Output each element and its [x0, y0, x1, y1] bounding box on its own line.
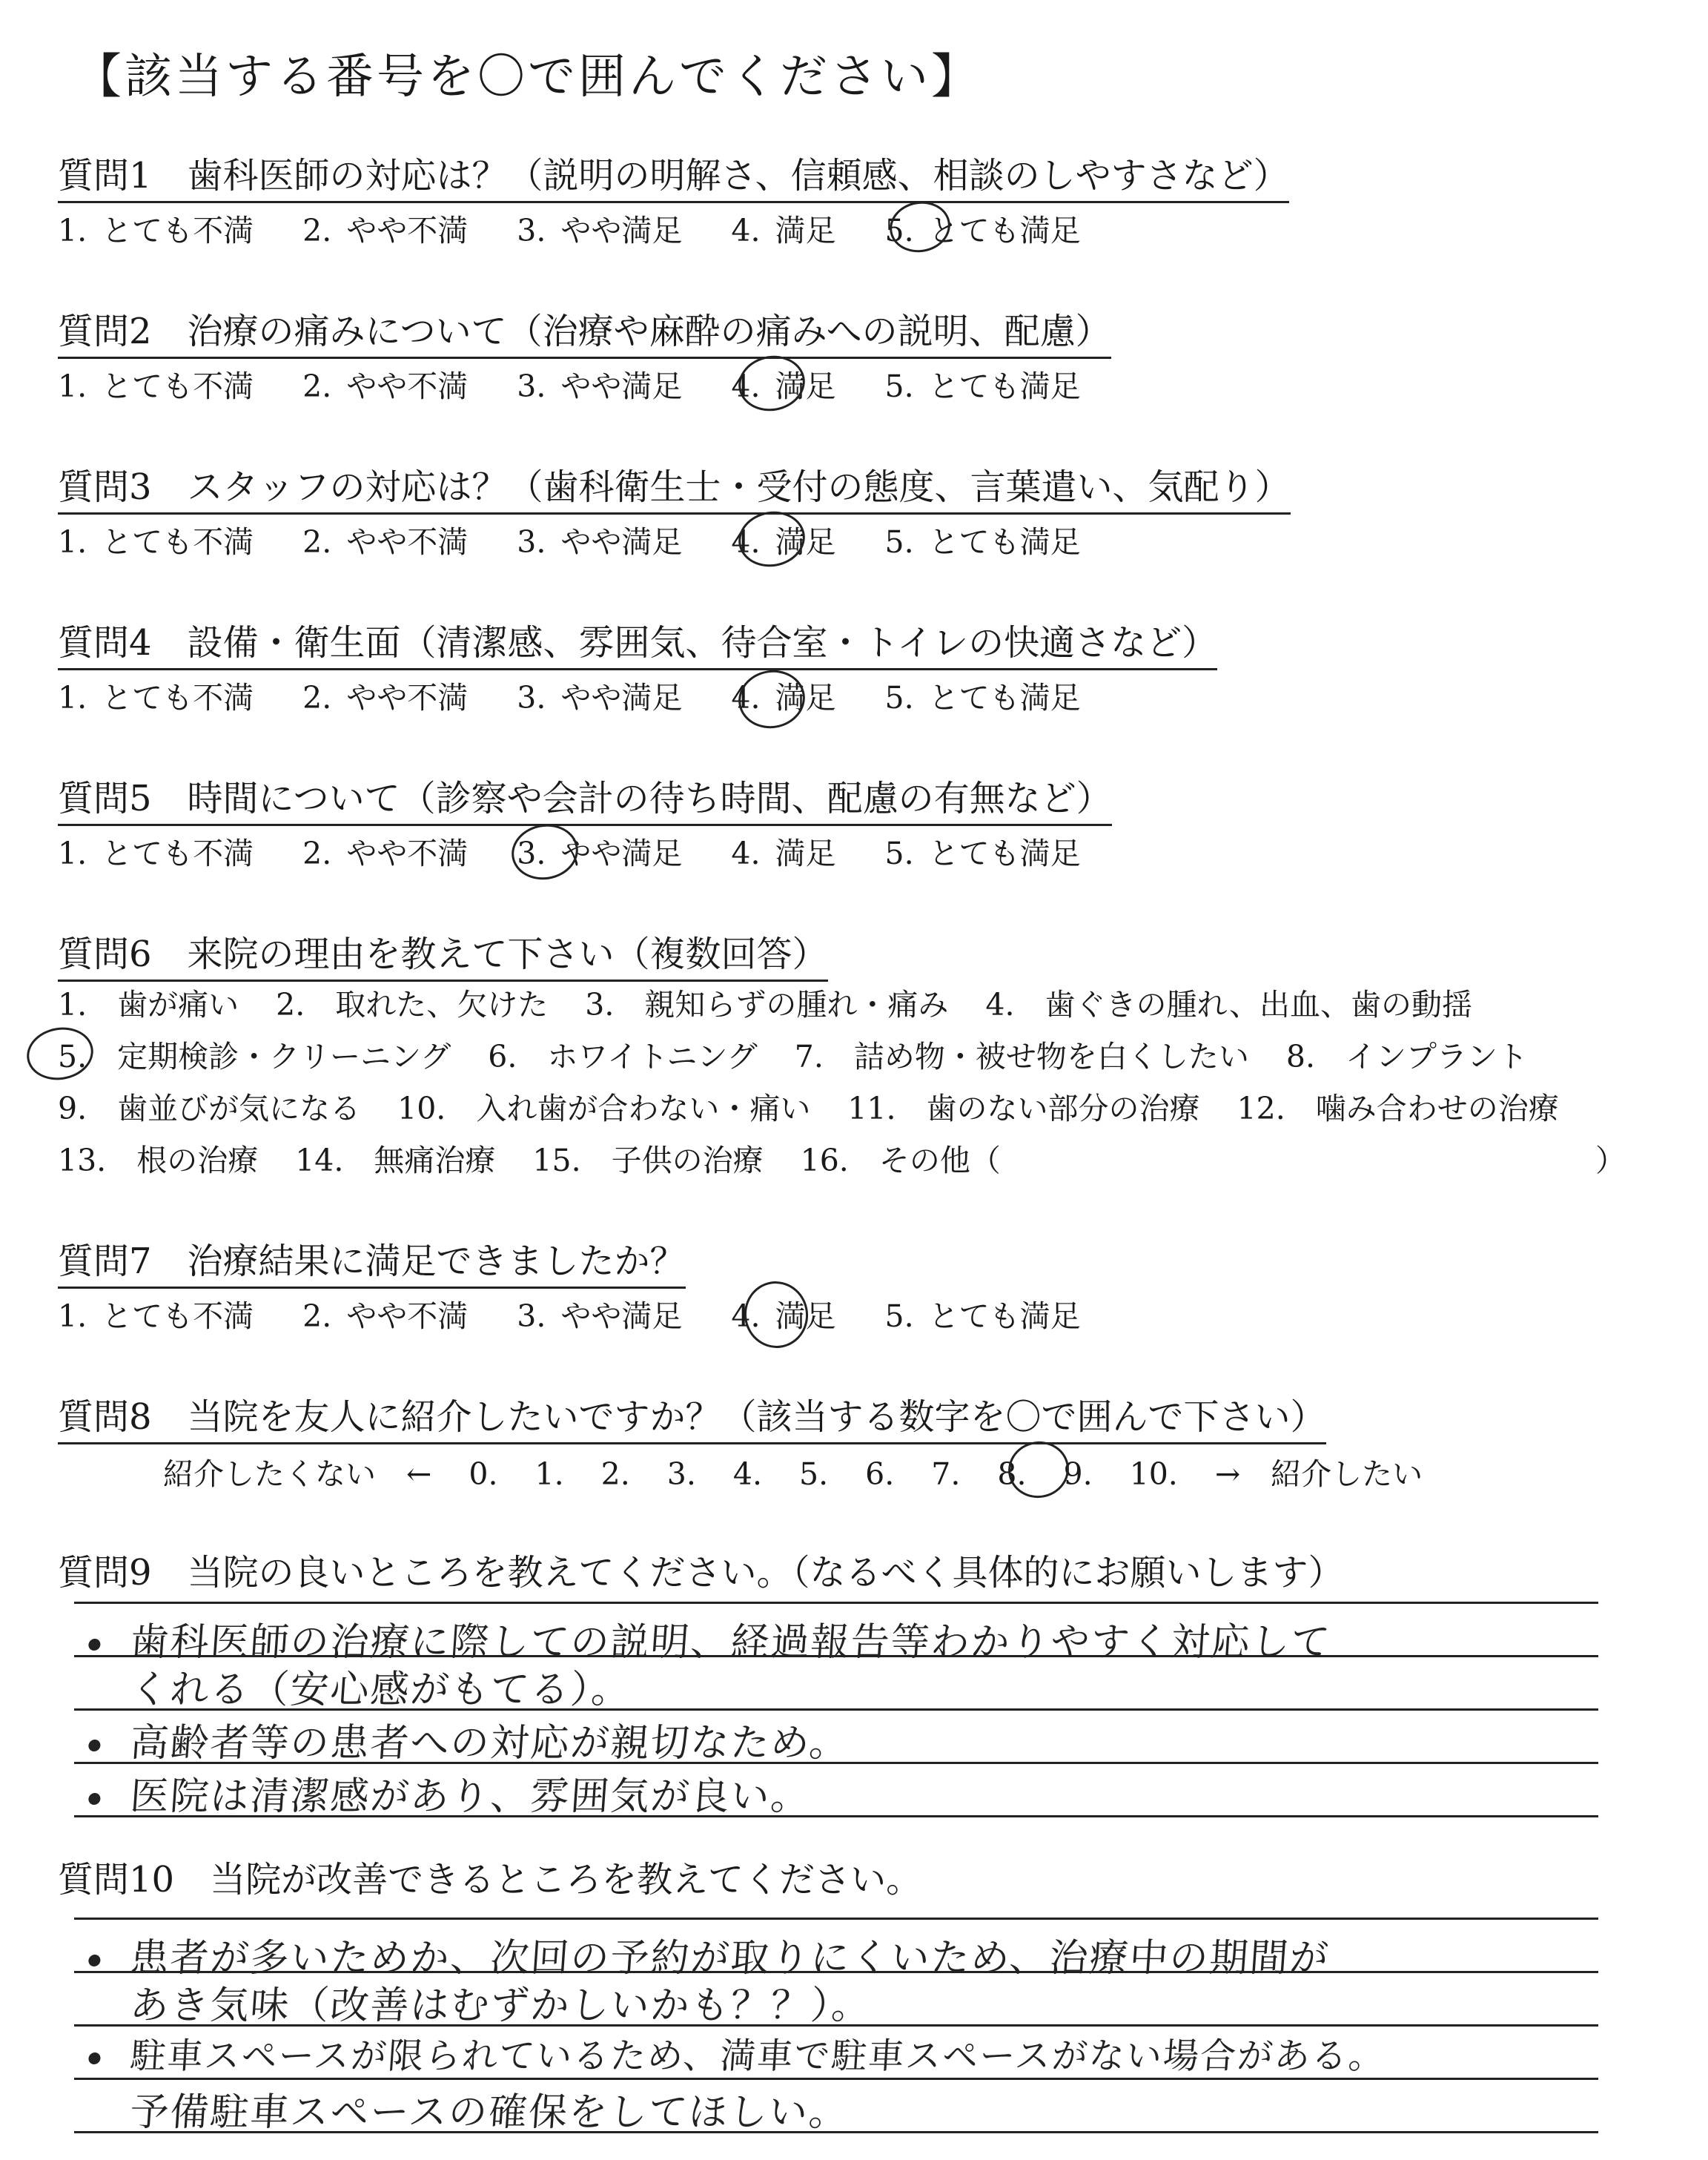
q3-selected-circle	[734, 506, 809, 572]
q4-option-5[interactable]: 5. とても満足	[884, 680, 1081, 716]
q3-option-3[interactable]: 3. やや満足	[517, 524, 683, 560]
q8-scale-value[interactable]: 7.	[931, 1456, 961, 1492]
q8-title: 質問8 当院を友人に紹介したいですか？（該当する数字を〇で囲んで下さい）	[58, 1388, 1326, 1444]
q7-option-4[interactable]: 4. 満足	[731, 1298, 836, 1334]
q2-selected-circle	[734, 351, 809, 417]
q8-scale-value[interactable]: 2.	[600, 1456, 630, 1492]
q6-option[interactable]: 2. 取れた、欠けた	[276, 987, 549, 1023]
q9-answer-line: くれる（安心感がもてる）。	[128, 1668, 633, 1712]
q5-option-2[interactable]: 2. やや不満	[302, 836, 469, 871]
q3-option-5[interactable]: 5. とても満足	[884, 524, 1081, 560]
q6-option[interactable]: 8. インプラント	[1285, 1039, 1528, 1074]
q10-answer-line: あき気味（改善はむずかしいかも？？）。	[128, 1984, 873, 2028]
bullet-icon	[88, 2052, 101, 2064]
q3-title: 質問3 スタッフの対応は？（歯科衛生士・受付の態度、言葉遣い、気配り）	[58, 458, 1291, 515]
q4-option-4[interactable]: 4. 満足	[731, 680, 836, 716]
q7-title: 質問7 治療結果に満足できましたか？	[58, 1232, 686, 1289]
q10-title: 質問10 当院が改善できるところを教えてください。	[58, 1859, 922, 1900]
q8-scale-value[interactable]: 6.	[865, 1456, 895, 1492]
q3-options	[58, 518, 1081, 561]
q6-option[interactable]: 15. 子供の治療	[532, 1143, 764, 1178]
q6-row-2	[58, 1032, 1565, 1076]
q6-title: 質問6 来院の理由を教えて下さい（複数回答）	[58, 925, 828, 982]
q1-option-1[interactable]: 1. とても不満	[58, 213, 254, 248]
q7-options	[58, 1292, 1081, 1335]
q6-option[interactable]: 5. 定期検診・クリーニング	[58, 1039, 451, 1074]
q8-scale-value[interactable]: 5.	[798, 1456, 829, 1492]
q6-option[interactable]: 1. 歯が痛い	[58, 987, 239, 1023]
q2-option-5[interactable]: 5. とても満足	[884, 369, 1081, 404]
q4-option-2[interactable]: 2. やや不満	[302, 680, 469, 716]
q1-option-3[interactable]: 3. やや満足	[517, 213, 683, 248]
q2-option-3[interactable]: 3. やや満足	[517, 369, 683, 404]
q6-option[interactable]: 13. 根の治療	[58, 1143, 259, 1178]
q6-option[interactable]: 6. ホワイトニング	[488, 1039, 758, 1074]
q5-option-3[interactable]: 3. やや満足	[517, 836, 683, 871]
q6-option[interactable]: 9. 歯並びが気になる	[58, 1091, 361, 1126]
q6-option-other[interactable]: 16. その他（	[800, 1143, 1001, 1178]
q1-option-5[interactable]: 5. とても満足	[884, 213, 1081, 248]
bullet-icon	[88, 1793, 101, 1805]
q3-option-2[interactable]: 2. やや不満	[302, 524, 469, 560]
q2-title: 質問2 治療の痛みについて（治療や麻酔の痛みへの説明、配慮）	[58, 303, 1111, 359]
q5-option-4[interactable]: 4. 満足	[731, 836, 836, 871]
q9-rule	[74, 1602, 1598, 1604]
q5-option-1[interactable]: 1. とても不満	[58, 836, 254, 871]
q2-option-2[interactable]: 2. やや不満	[302, 369, 469, 404]
q6-option[interactable]: 3. 親知らずの腫れ・痛み	[585, 987, 949, 1023]
q8-scale-value[interactable]: 0.	[469, 1456, 498, 1492]
q2-option-4[interactable]: 4. 満足	[731, 369, 836, 404]
q1-option-2[interactable]: 2. やや不満	[302, 213, 469, 248]
q8-scale-value[interactable]: 9.	[1063, 1456, 1093, 1492]
q7-option-3[interactable]: 3. やや満足	[517, 1298, 683, 1334]
q10-answer-line: 予備駐車スペースの確保をしてほしい。	[128, 2090, 851, 2135]
q8-scale	[163, 1450, 1460, 1493]
q3-option-4[interactable]: 4. 満足	[731, 524, 836, 560]
q6-other-close-paren: ）	[1595, 1143, 1626, 1178]
q6-option[interactable]: 10. 入れ歯が合わない・痛い	[397, 1091, 811, 1126]
q5-title: 質問5 時間について（診察や会計の待ち時間、配慮の有無など）	[58, 770, 1112, 826]
q6-row-4	[58, 1136, 1038, 1180]
bullet-icon	[88, 1740, 101, 1751]
q5-option-5[interactable]: 5. とても満足	[884, 836, 1081, 871]
q6-option[interactable]: 14. 無痛治療	[295, 1143, 496, 1178]
bullet-icon	[88, 1639, 101, 1651]
q8-scale-value[interactable]: 4.	[732, 1456, 762, 1492]
q8-right-label: → 紹介したい	[1214, 1456, 1423, 1492]
page-title: 【該当する番号を〇で囲んでください】	[74, 50, 982, 105]
q8-left-label: 紹介したくない ←	[163, 1456, 432, 1492]
q10-rule	[74, 1918, 1598, 1920]
q9-answer-line: 医院は清潔感があり、雰囲気が良い。	[87, 1765, 812, 1820]
q6-option[interactable]: 4. 歯ぐきの腫れ、出血、歯の動揺	[985, 987, 1472, 1023]
q4-option-3[interactable]: 3. やや満足	[517, 680, 683, 716]
q6-option[interactable]: 12. 噛み合わせの治療	[1237, 1091, 1559, 1126]
q4-option-1[interactable]: 1. とても不満	[58, 680, 254, 716]
q6-row-1	[58, 980, 1509, 1024]
q8-scale-value[interactable]: 3.	[666, 1456, 696, 1492]
q9-answer-line: 歯科医師の治療に際しての説明、経過報告等わかりやすく対応して	[87, 1611, 1333, 1666]
q6-option[interactable]: 7. 詰め物・被せ物を白くしたい	[794, 1039, 1249, 1074]
q3-option-1[interactable]: 1. とても不満	[58, 524, 254, 560]
q1-title: 質問1 歯科医師の対応は？（説明の明解さ、信頼感、相談のしやすさなど）	[58, 147, 1289, 203]
q10-answer-line: 患者が多いためか、次回の予約が取りにくいため、治療中の期間が	[87, 1926, 1331, 1982]
q2-options	[58, 362, 1081, 406]
q2-option-1[interactable]: 1. とても不満	[58, 369, 254, 404]
q10-answer-line: 駐車スペースが限られているため、満車で駐車スペースがない場合がある。	[87, 2027, 1388, 2078]
q6-row-3	[58, 1084, 1596, 1128]
q8-scale-value[interactable]: 8.	[997, 1456, 1027, 1492]
q1-option-4[interactable]: 4. 満足	[731, 213, 836, 248]
q7-option-5[interactable]: 5. とても満足	[884, 1298, 1081, 1334]
q6-option[interactable]: 11. 歯のない部分の治療	[847, 1091, 1200, 1126]
q8-scale-value[interactable]: 10.	[1129, 1456, 1178, 1492]
q9-title: 質問9 当院の良いところを教えてください。（なるべく具体的にお願いします）	[58, 1552, 1344, 1593]
q4-options	[58, 673, 1081, 717]
q4-title: 質問4 設備・衛生面（清潔感、雰囲気、待合室・トイレの快適さなど）	[58, 614, 1217, 670]
q7-option-2[interactable]: 2. やや不満	[302, 1298, 469, 1334]
q7-selected-circle	[739, 1276, 813, 1353]
q7-option-1[interactable]: 1. とても不満	[58, 1298, 254, 1334]
bullet-icon	[88, 1955, 101, 1966]
q8-scale-value[interactable]: 1.	[534, 1456, 564, 1492]
q9-answer-line: 高齢者等の患者への対応が親切なため。	[87, 1711, 851, 1767]
